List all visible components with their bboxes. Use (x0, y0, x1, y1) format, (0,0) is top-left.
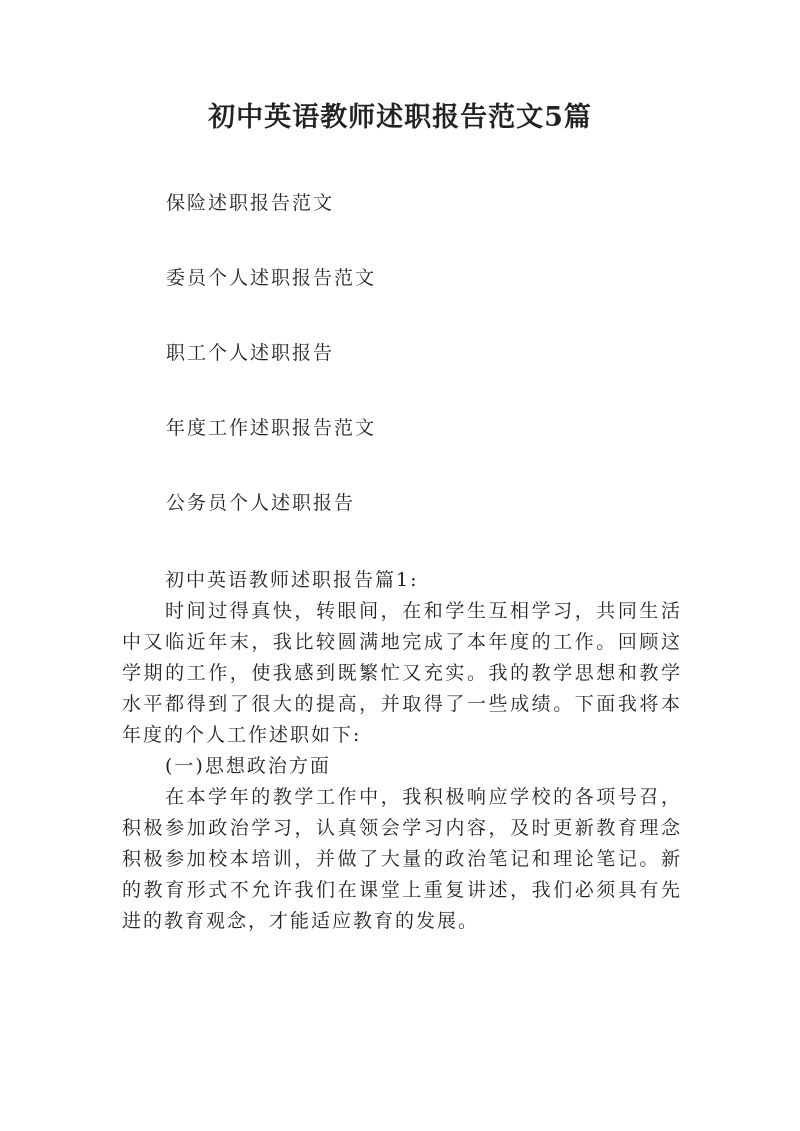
subheading: (一)思想政治方面 (165, 755, 331, 777)
paragraph: 时间过得真快，转眼间，在和学生互相学习，共同生活中又临近年末，我比较圆满地完成了本年度的工作。回顾这学期的工作，使我感到既繁忙又充实。我的教学思想和教学水平都得到了很大的提高，并取得了一些成绩。下面我将本年度的个人工作述职如下: (122, 600, 682, 746)
document-body (122, 565, 682, 937)
document-title: 初中英语教师述职报告范文5篇 (208, 102, 592, 133)
section-heading: 初中英语教师述职报告篇1: (165, 569, 419, 591)
related-link[interactable]: 年度工作述职报告范文 (166, 417, 377, 439)
paragraph: 在本学年的教学工作中，我积极响应学校的各项号召，积极参加政治学习，认真领会学习内容，及时更新教育理念积极参加校本培训，并做了大量的政治笔记和理论笔记。新的教育形式不允许我们在课堂上重复讲述，我们必须具有先进的教育观念，才能适应教育的发展。 (122, 786, 682, 932)
related-links-list (166, 188, 376, 563)
related-link[interactable]: 公务员个人述职报告 (166, 492, 356, 514)
related-link[interactable]: 职工个人述职报告 (166, 342, 335, 364)
related-link[interactable]: 保险述职报告范文 (166, 192, 335, 214)
related-link[interactable]: 委员个人述职报告范文 (166, 267, 377, 289)
